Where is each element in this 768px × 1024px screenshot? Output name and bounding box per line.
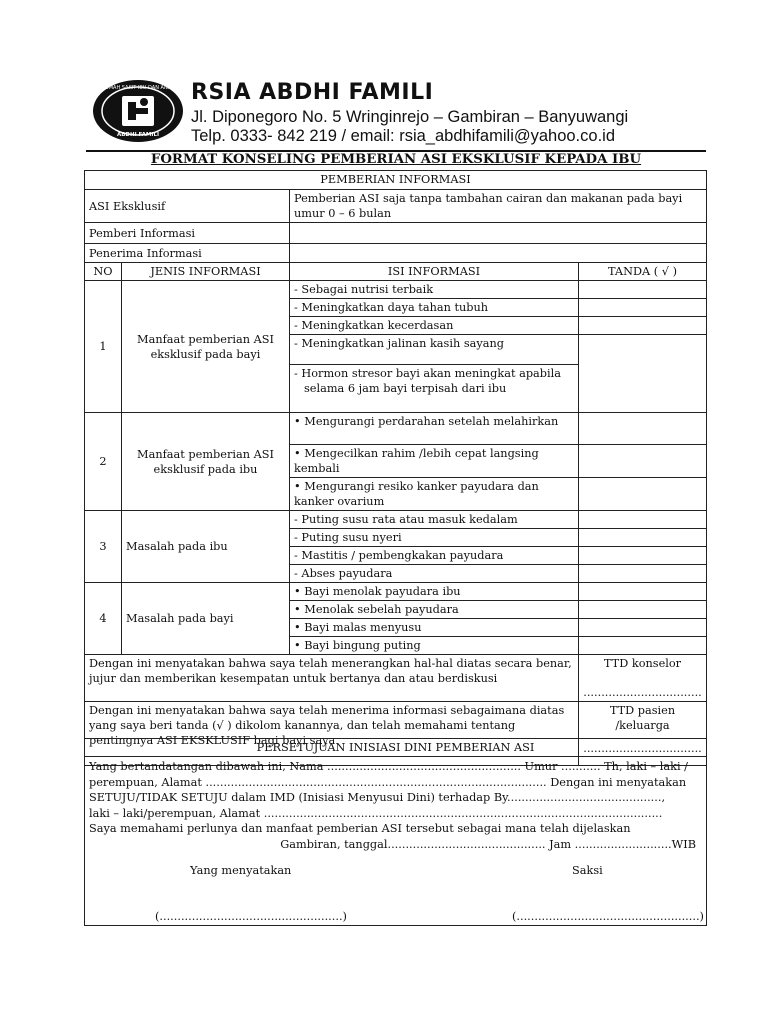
check-cell[interactable] [579,529,707,547]
info-item: • Menolak sebelah payudara [290,601,579,619]
info-item: • Mengurangi perdarahan setelah melahirkan [290,413,579,445]
col-header-isi: ISI INFORMASI [290,263,579,281]
check-cell[interactable] [579,619,707,637]
check-cell[interactable] [579,445,707,478]
witness-label: Saksi [572,864,603,877]
check-cell[interactable] [579,583,707,601]
patient-statement: Dengan ini menyatakan bahwa saya telah menerima informasi sebagaimana diatas yang saya beri tanda (√ ) dikolom kanannya, dan telah memahami tentang pentingnya ASI EKSKLUSIF bagi bayi saya [85,702,579,766]
info-item: • Bayi malas menyusu [290,619,579,637]
info-type: Manfaat pemberian ASI eksklusif pada bayi [122,281,290,413]
info-item: • Bayi menolak payudara ibu [290,583,579,601]
consent-line-agree[interactable]: SETUJU/TIDAK SETUJU dalam IMD (Inisiasi Menyusui Dini) terhadap By..........................................., [89,791,666,804]
check-cell[interactable] [579,637,707,655]
row-number: 4 [85,583,122,655]
info-type: Masalah pada bayi [122,583,290,655]
check-cell[interactable] [579,317,707,335]
counselor-sign-label: TTD konselor [603,657,682,670]
hospital-contact: Telp. 0333- 842 219 / email: rsia_abdhifamili@yahoo.co.id [191,127,615,145]
col-header-jenis: JENIS INFORMASI [122,263,290,281]
recipient-field[interactable] [290,244,707,263]
form-title: FORMAT KONSELING PEMBERIAN ASI EKSKLUSIF KEPADA IBU [150,152,642,167]
info-item: - Mastitis / pembengkakan payudara [290,547,579,565]
info-item: • Bayi bingung puting [290,637,579,655]
hospital-address: Jl. Diponegoro No. 5 Wringinrejo – Gambiran – Banyuwangi [191,108,629,126]
counselor-sign-line: ................................. [583,686,702,699]
info-item: - Puting susu nyeri [290,529,579,547]
check-cell[interactable] [579,511,707,529]
col-header-no: NO [85,263,122,281]
check-cell[interactable] [579,281,707,299]
counselor-signature[interactable] [579,655,707,702]
declarant-signature-line[interactable]: (...................................................) [155,910,347,923]
patient-sign-line: ................................. [583,742,702,755]
informant-label: Pemberi Informasi [85,223,290,244]
hospital-logo [92,78,184,144]
info-type: Manfaat pemberian ASI eksklusif pada ibu [122,413,290,511]
col-header-tanda: TANDA ( √ ) [579,263,707,281]
info-item: - Meningkatkan jalinan kasih sayang [290,335,579,365]
recipient-label: Penerima Informasi [85,244,290,263]
check-cell[interactable] [579,335,707,413]
asi-label: ASI Eksklusif [85,190,290,223]
info-item: - Hormon stresor bayi akan meningkat apabila selama 6 jam bayi terpisah dari ibu [290,365,579,413]
svg-text:RUMAH SAKIT IBU DAN ANAK: RUMAH SAKIT IBU DAN ANAK [101,85,175,91]
section-header-information: PEMBERIAN INFORMASI [85,171,707,190]
consent-line-name[interactable]: Yang bertandatangan dibawah ini, Nama ...................................................... Umur ........... Th, laki – laki / [89,760,688,773]
witness-signature-line[interactable]: (...................................................) [512,910,704,923]
counseling-table [84,170,707,766]
check-cell[interactable] [579,413,707,445]
hospital-name: RSIA ABDHI FAMILI [191,80,434,105]
letterhead [86,78,706,148]
row-number: 3 [85,511,122,583]
info-item: • Mengurangi resiko kanker payudara dan kanker ovarium [290,478,579,511]
consent-table [84,738,707,926]
check-cell[interactable] [579,547,707,565]
info-item: • Mengecilkan rahim /lebih cepat langsing kembali [290,445,579,478]
info-item: - Sebagai nutrisi terbaik [290,281,579,299]
section-header-consent: PERSETUJUAN INISIASI DINI PEMBERIAN ASI [85,739,707,757]
svg-text:ABDHI FAMILI: ABDHI FAMILI [116,132,160,138]
patient-sign-label: TTD pasien /keluarga [609,704,676,732]
info-item: - Abses payudara [290,565,579,583]
info-item: - Meningkatkan kecerdasan [290,317,579,335]
declarant-label: Yang menyatakan [190,864,292,877]
check-cell[interactable] [579,478,707,511]
consent-line-date[interactable]: Gambiran, tanggal............................................ Jam ...........................WIB [280,837,696,851]
consent-line-address[interactable]: perempuan, Alamat ............................................................................................... Dengan ini menyatakan [89,775,687,789]
counselor-statement: Dengan ini menyatakan bahwa saya telah menerangkan hal-hal diatas secara benar, jujur dan memberikan kesempatan untuk bertanya dan atau berdiskusi [85,655,579,702]
consent-line-baby[interactable]: laki – laki/perempuan, Alamat ............................................................................................................... [89,806,663,820]
info-item: - Meningkatkan daya tahan tubuh [290,299,579,317]
row-number: 1 [85,281,122,413]
check-cell[interactable] [579,299,707,317]
info-type: Masalah pada ibu [122,511,290,583]
check-cell[interactable] [579,565,707,583]
consent-body [85,757,707,926]
check-cell[interactable] [579,601,707,619]
informant-field[interactable] [290,223,707,244]
consent-line-understanding: Saya memahami perlunya dan manfaat pemberian ASI tersebut sebagai mana telah dijelaskan [89,822,631,835]
info-item: - Puting susu rata atau masuk kedalam [290,511,579,529]
row-number: 2 [85,413,122,511]
asi-description: Pemberian ASI saja tanpa tambahan cairan dan makanan pada bayi umur 0 – 6 bulan [290,190,707,223]
